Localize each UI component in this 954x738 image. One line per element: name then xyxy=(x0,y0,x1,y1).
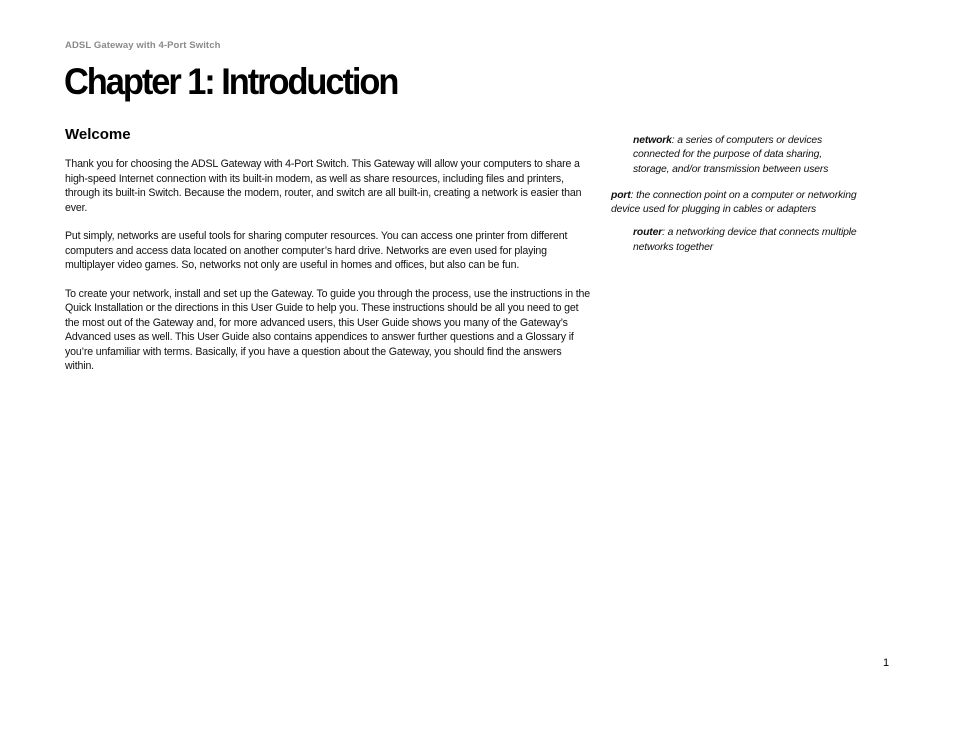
glossary-entry-port xyxy=(611,189,886,218)
main-text-column xyxy=(65,157,590,388)
glossary-term: router xyxy=(633,227,663,239)
body-paragraph-1: Thank you for choosing the ADSL Gateway with 4-Port Switch. This Gateway will allow your computers to share a high-speed Internet connection with its built-in modem, as well as share resources, including files and printers, through its built-in Switch. Because the modem, router, and switch are all built-in, creating a network is easier than ever. xyxy=(65,158,582,214)
section-heading-welcome: Welcome xyxy=(65,126,131,143)
glossary-definition: : a networking device that connects multiple networks together xyxy=(633,227,857,253)
page-number: 1 xyxy=(883,657,890,669)
chapter-title: Chapter 1: Introduction xyxy=(64,61,398,102)
running-header: ADSL Gateway with 4-Port Switch xyxy=(65,40,221,51)
glossary-term: port xyxy=(611,189,631,201)
glossary-sidebar xyxy=(611,134,891,255)
glossary-entry-router xyxy=(633,226,858,255)
glossary-entry-network xyxy=(633,134,858,177)
body-paragraph-2: Put simply, networks are useful tools for sharing computer resources. You can access one printer from different computers and access data located on another computer’s hard drive. Networks are even used for playing multiplayer video games. So, networks not only are useful in homes and offices, but also can be fun. xyxy=(65,230,568,271)
glossary-definition: : the connection point on a computer or networking device used for plugging in cables or adapters xyxy=(611,189,857,216)
glossary-definition: : a series of computers or devices connected for the purpose of data sharing, storage, and/or transmission between users xyxy=(633,135,829,175)
body-paragraph-3: To create your network, install and set up the Gateway. To guide you through the process, use the instructions in the Quick Installation or the directions in this User Guide to help you. These instructions should be all you need to get the most out of the Gateway and, for more advanced users, this User Guide shows you many of the Gateway’s Advanced uses as well. This User Guide also contains appendices to answer further questions and a Glossary if you’re unfamiliar with terms. Basically, if you have a question about the Gateway, you should find the answers within. xyxy=(65,287,591,372)
glossary-term: network xyxy=(633,135,672,146)
